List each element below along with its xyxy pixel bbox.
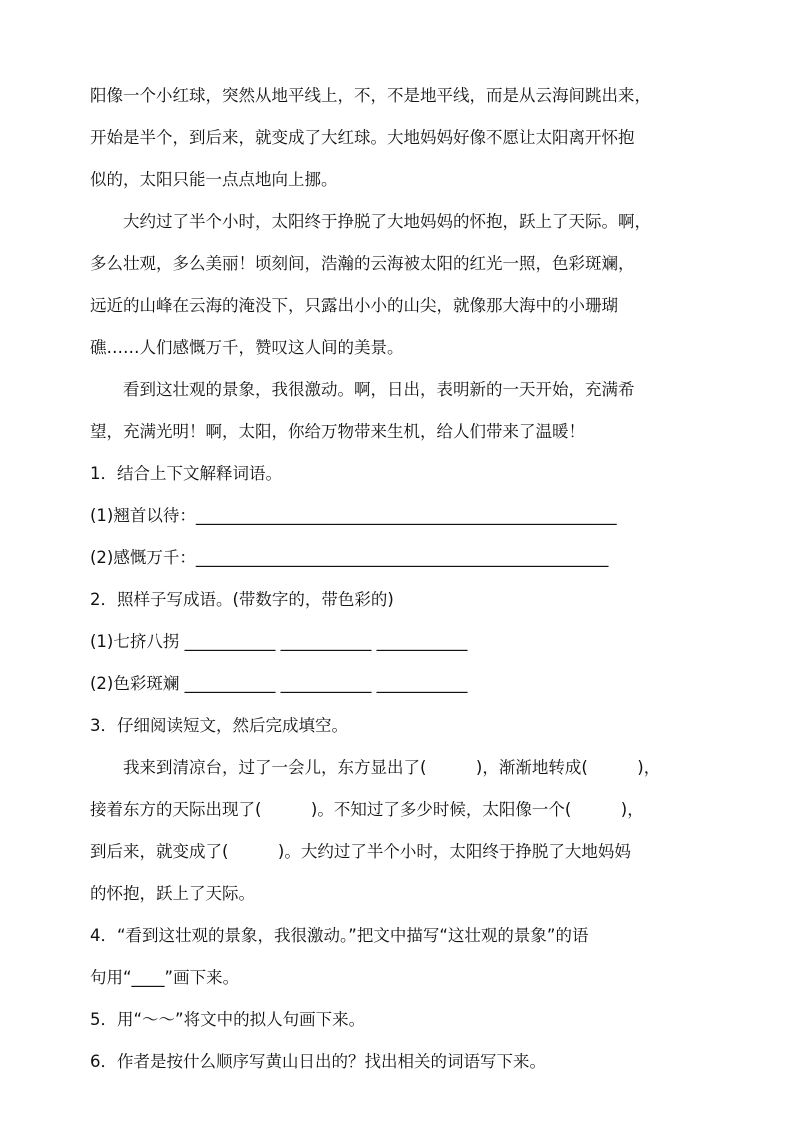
passage-line: 礁……人们感慨万千，赞叹这人间的美景。	[90, 338, 404, 357]
passage-line: 大约过了半个小时，太阳终于挣脱了大地妈妈的怀抱，跃上了天际。啊，	[123, 212, 651, 231]
passage-line: 开始是半个，到后来，就变成了大红球。大地妈妈好像不愿让太阳离开怀抱	[90, 128, 635, 147]
fill-blank-line[interactable]: 到后来，就变成了( )。大约过了半个小时，太阳终于挣脱了大地妈妈	[90, 842, 631, 861]
question-2: 2．照样子写成语。(带数字的，带色彩的)	[90, 590, 394, 609]
question-5: 5．用“～～”将文中的拟人句画下来。	[90, 1010, 366, 1029]
question-3: 3．仔细阅读短文，然后完成填空。	[90, 716, 348, 735]
question-1: 1．结合上下文解释词语。	[90, 464, 282, 483]
passage-line: 似的，太阳只能一点点地向上挪。	[90, 170, 338, 189]
question-4-cont: 句用“____”画下来。	[90, 968, 240, 987]
question-4: 4．“看到这壮观的景象，我很激动。”把文中描写“这壮观的景象”的语	[90, 926, 589, 945]
passage-line: 多么壮观，多么美丽！顷刻间，浩瀚的云海被太阳的红光一照，色彩斑斓，	[90, 254, 635, 273]
answer-line-2b[interactable]: (2)色彩斑斓 ___________ ___________ ___________	[90, 674, 468, 693]
answer-line-1b[interactable]: (2)感慨万千：__________________________________________________	[90, 548, 609, 567]
answer-line-1a[interactable]: (1)翘首以待：___________________________________________________	[90, 506, 617, 525]
fill-blank-line: 的怀抱，跃上了天际。	[90, 884, 255, 903]
fill-blank-line[interactable]: 我来到清凉台，过了一会儿，东方显出了( )，渐渐地转成( )，	[123, 758, 661, 777]
passage-line: 阳像一个小红球，突然从地平线上，不，不是地平线，而是从云海间跳出来，	[90, 86, 651, 105]
question-6: 6．作者是按什么顺序写黄山日出的？找出相关的词语写下来。	[90, 1052, 546, 1071]
answer-line-2a[interactable]: (1)七挤八拐 ___________ ___________ ___________	[90, 632, 468, 651]
passage-line: 看到这壮观的景象，我很激动。啊，日出，表明新的一天开始，充满希	[123, 380, 635, 399]
passage-line: 远近的山峰在云海的淹没下，只露出小小的山尖，就像那大海中的小珊瑚	[90, 296, 618, 315]
fill-blank-line[interactable]: 接着东方的天际出现了( )。不知过了多少时候，太阳像一个( )，	[90, 800, 644, 819]
passage-line: 望，充满光明！啊，太阳，你给万物带来生机，给人们带来了温暖！	[90, 422, 585, 441]
